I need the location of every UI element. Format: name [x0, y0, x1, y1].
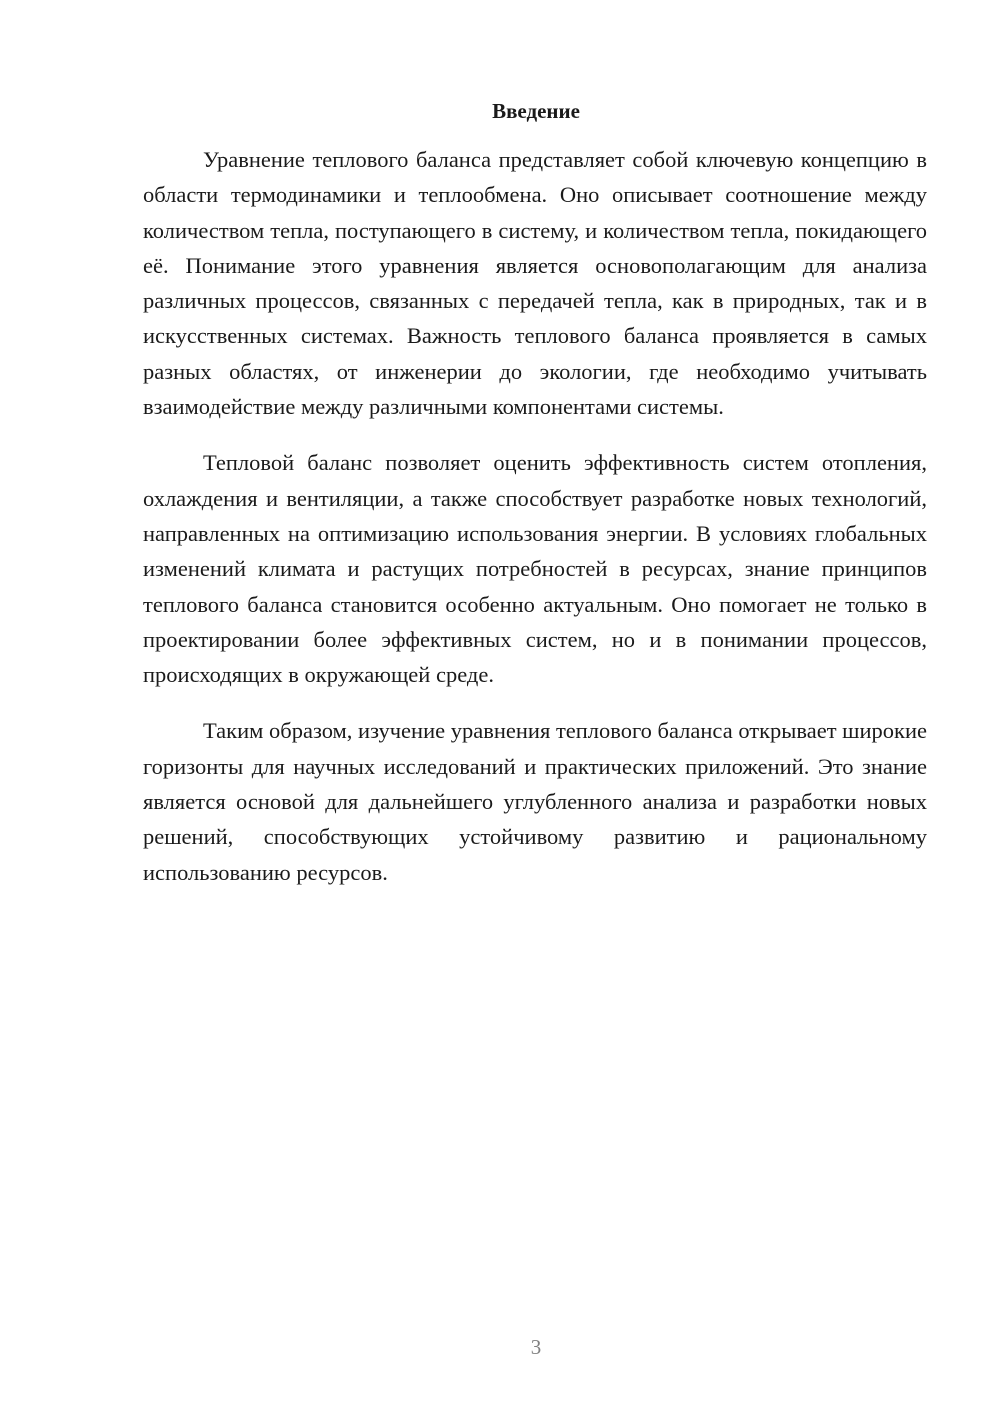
paragraph-intro: Уравнение теплового баланса представляет собой ключевую концепцию в области термодинамики и теплообмена. Оно описывает соотношение между количеством тепла, поступающего в систему, и количеством тепла, покидающего её. Понимание этого уравнения является основополагающим для анализа различных процессов, связанных с передачей тепла, как в природных, так и в искусственных системах. Важность теплового баланса проявляется в самых разных областях, от инженерии до экологии, где необходимо учитывать взаимодействие между различными компонентами системы. [143, 147, 927, 420]
page-number: 3 [530, 1335, 542, 1359]
paragraph-applications: Тепловой баланс позволяет оценить эффективность систем отопления, охлаждения и вентиляции, а также способствует разработке новых технологий, направленных на оптимизацию использования энергии. В условиях глобальных изменений климата и растущих потребностей в ресурсах, знание принципов теплового баланса становится особенно актуальным. Оно помогает не только в проектировании более эффективных систем, но и в понимании процессов, происходящих в окружающей среде. [143, 450, 927, 688]
body-text [143, 142, 927, 911]
paragraph-conclusion: Таким образом, изучение уравнения теплового баланса открывает широкие горизонты для научных исследований и практических приложений. Это знание является основой для дальнейшего углубленного анализа и разработки новых решений, способствующих устойчивому развитию и рациональному использованию ресурсов. [143, 718, 927, 885]
section-heading: Введение [492, 99, 580, 123]
